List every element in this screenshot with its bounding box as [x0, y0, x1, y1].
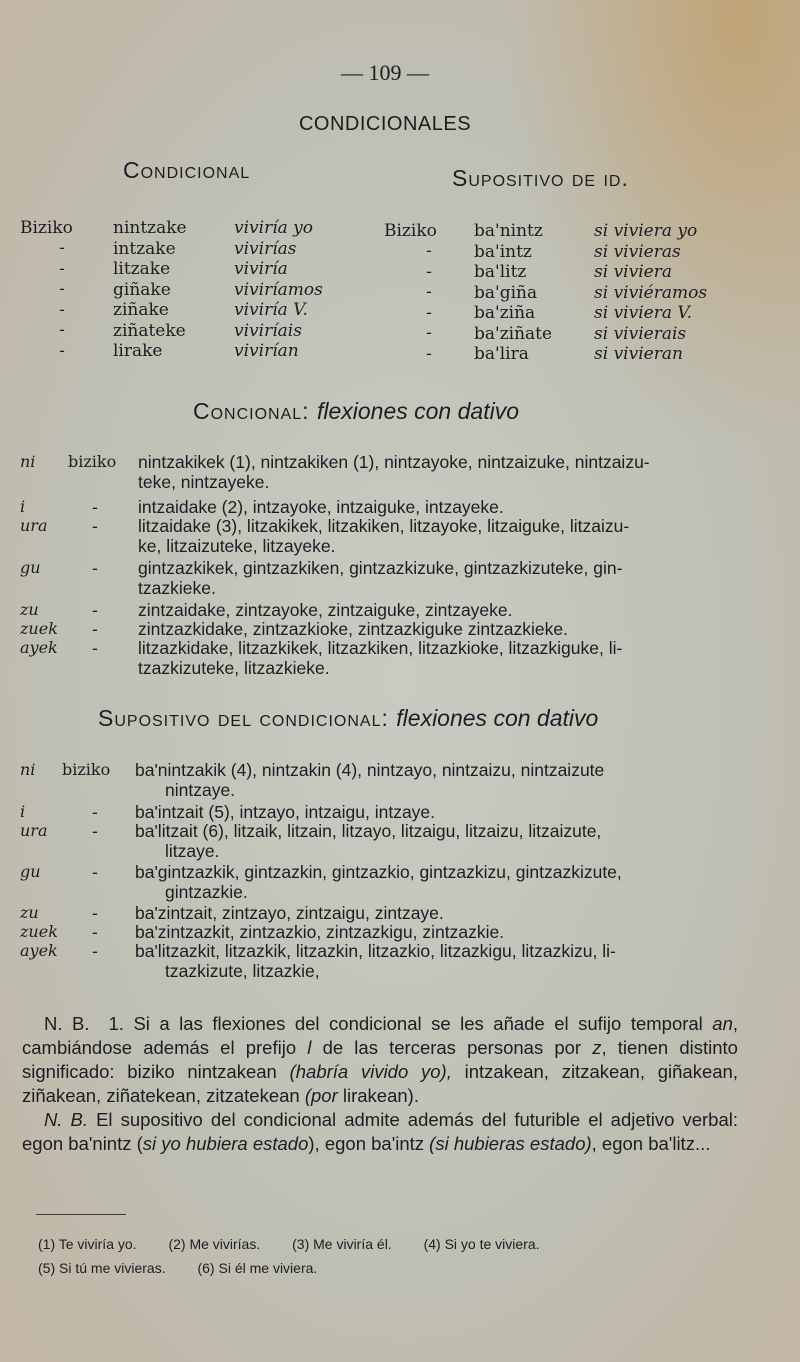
meaning: si viviera yo — [594, 221, 698, 241]
verb-form: ba'ziña — [474, 303, 536, 323]
dash: - — [92, 638, 98, 658]
dash: - — [426, 302, 432, 323]
meaning: viviría V. — [234, 300, 308, 320]
footnote-line — [38, 1256, 568, 1280]
footnote-divider — [36, 1214, 126, 1215]
verb-form: intzake — [113, 238, 176, 259]
note-italic: (si hubieras estado) — [429, 1133, 592, 1154]
meaning: viviríamos — [234, 279, 323, 300]
forms — [135, 821, 755, 861]
conditional-right-table — [0, 221, 800, 371]
note-italic: si yo hubiera estado — [142, 1133, 309, 1154]
forms — [135, 760, 755, 800]
forms — [138, 516, 746, 556]
dash: - — [92, 903, 98, 923]
pronoun: ura — [20, 516, 48, 535]
nb-label: N. B. — [44, 1013, 90, 1034]
heading-italic: flexiones con dativo — [316, 398, 519, 424]
forms-line: zintzaidake, zintzayoke, zintzaiguke, zintzayeke. — [138, 600, 513, 620]
forms-line: ba'litzazkit, litzazkik, litzazkin, litzazkio, litzazkigu, litzazkizu, li- — [135, 941, 616, 961]
footnotes — [38, 1232, 568, 1280]
meaning: si viviéramos — [594, 282, 708, 303]
meaning: si viviera — [594, 262, 672, 282]
forms-line: intzaidake (2), intzayoke, intzaiguke, intzayeke. — [138, 497, 504, 517]
dash: - — [92, 922, 98, 942]
forms-line: tzazkizute, litzazkie, — [165, 961, 320, 981]
note-text: , tienen distinto significado: biziko nintzakean — [22, 1037, 738, 1082]
note-text: , egon ba'litz... — [591, 1133, 711, 1154]
meaning: si vivierais — [594, 323, 687, 344]
pronoun: zuek — [20, 619, 58, 638]
forms-line: teke, nintzayeke. — [138, 472, 270, 492]
heading-italic: flexiones con dativo — [396, 705, 599, 731]
verb: biziko — [62, 760, 111, 779]
forms — [135, 922, 755, 942]
section-heading-supositivo — [98, 705, 598, 732]
forms-line: ba'litzait (6), litzaik, litzain, litzayo, litzaigu, litzaizu, litzaizute, — [135, 821, 602, 841]
forms-line: nintzakikek (1), nintzakiken (1), nintzayoke, nintzaizuke, nintzaizu- — [138, 452, 650, 472]
forms-line: ba'intzait (5), intzayo, intzaigu, intzaye. — [135, 802, 436, 822]
heading-condicional: Condicional — [123, 157, 251, 183]
dash: - — [59, 320, 65, 340]
forms-line: ba'nintzakik (4), nintzakin (4), nintzayo, nintzaizu, nintzaizute — [135, 760, 605, 780]
heading-supositivo: Supositivo de id. — [452, 165, 629, 191]
dash: - — [59, 279, 65, 299]
pronoun: zuek — [20, 922, 58, 941]
forms — [138, 558, 746, 598]
dash: - — [426, 343, 432, 364]
pronoun: i — [20, 497, 26, 516]
dash: - — [426, 261, 432, 282]
forms — [135, 802, 755, 822]
pronoun: ayek — [20, 941, 58, 960]
nb-number: 1. — [108, 1013, 124, 1034]
verb-form: litzake — [113, 259, 171, 279]
forms — [138, 619, 746, 639]
pronoun: ayek — [20, 638, 58, 657]
form-column — [474, 221, 552, 365]
forms — [138, 452, 746, 492]
dash: - — [59, 299, 65, 320]
dash: - — [92, 821, 98, 841]
pronoun: ni — [20, 760, 36, 779]
dash: - — [92, 497, 98, 517]
pronoun: ni — [20, 452, 36, 471]
note-italic: (habría vivido yo), — [289, 1061, 452, 1082]
dash: - — [426, 241, 432, 261]
dash: - — [92, 941, 98, 961]
footnote-line — [38, 1232, 568, 1256]
verb-form: ba'ziñate — [474, 323, 553, 344]
note-text: intzakean, zitzakean, giñakean, ziñakean, ziñatekean, zitzatekean — [22, 1061, 738, 1106]
note-italic: l — [307, 1037, 312, 1058]
forms-line: ba'zintzait, zintzayo, zintzaigu, zintzaye. — [135, 903, 444, 923]
section2-rows — [0, 760, 800, 990]
pronoun: zu — [20, 903, 39, 922]
dash: - — [92, 558, 98, 578]
forms-line: tzazkizuteke, litzazkieke. — [138, 658, 330, 678]
verb-form: ba'lira — [474, 344, 529, 364]
dash: - — [92, 862, 98, 882]
footnote: (5) Si tú me vivieras. — [38, 1260, 166, 1276]
section1-rows — [0, 452, 800, 682]
meaning: vivirían — [234, 341, 299, 361]
aux-cell: Biziko — [20, 218, 73, 238]
forms-line: zintzazkidake, zintzazkioke, zintzazkiguke zintzazkieke. — [138, 619, 568, 639]
pronoun: ura — [20, 821, 48, 840]
verb-form: lirake — [113, 341, 163, 361]
verb-form: ziñateke — [113, 320, 186, 341]
forms — [138, 600, 746, 620]
meaning: si vivieran — [594, 344, 683, 364]
forms-line: ba'gintzazkik, gintzazkin, gintzazkio, gintzazkizu, gintzazkizute, — [135, 862, 622, 882]
meaning: si viviera V. — [594, 303, 693, 323]
verb-form: ba'nintz — [474, 221, 543, 241]
meaning: si vivieras — [594, 241, 681, 262]
forms — [135, 862, 755, 902]
dash-column — [424, 241, 434, 364]
dash: - — [59, 258, 65, 279]
dash: - — [426, 323, 432, 343]
note-italic: an — [712, 1013, 733, 1034]
meaning: viviría — [234, 259, 288, 279]
forms-line: gintzazkikek, gintzazkiken, gintzazkizuke, gintzazkizuteke, gin- — [138, 558, 623, 578]
aux-cell: Biziko — [384, 221, 437, 241]
forms-line: ba'zintzazkit, zintzazkio, zintzazkigu, zintzazkie. — [135, 922, 505, 942]
verb-form: ba'giña — [474, 282, 538, 303]
forms — [138, 638, 746, 678]
verb-form: ba'intz — [474, 241, 532, 262]
pronoun: gu — [20, 558, 41, 577]
forms-line: litzazkidake, litzazkikek, litzazkiken, litzazkioke, litzazkiguke, li- — [138, 638, 623, 658]
pronoun: i — [20, 802, 26, 821]
dash: - — [59, 340, 65, 361]
dash: - — [426, 282, 432, 302]
verb: biziko — [68, 452, 117, 471]
meaning-column — [594, 221, 707, 365]
dash: - — [92, 619, 98, 639]
meaning: viviríais — [234, 320, 302, 341]
verb-form: ba'litz — [474, 262, 527, 282]
note-text: ), egon ba'intz — [308, 1133, 430, 1154]
footnote: (2) Me vivirías. — [168, 1236, 261, 1252]
note-text: , cambiándose además el prefijo — [22, 1013, 739, 1058]
forms-line: ke, litzaizuteke, litzayeke. — [138, 536, 336, 556]
note-nb2 — [22, 1108, 738, 1156]
footnote: (3) Me viviría él. — [292, 1236, 392, 1252]
pronoun: gu — [20, 862, 41, 881]
heading-caps: Concional: — [193, 398, 317, 424]
nb-label: N. B. — [44, 1109, 89, 1130]
forms — [138, 497, 746, 517]
note-italic: (por — [304, 1085, 338, 1106]
meaning: vivirías — [234, 238, 297, 259]
verb-form: giñake — [113, 279, 171, 300]
note-text: El supositivo del condicional admite además del futurible el adjetivo verbal: egon ba'nintz ( — [22, 1109, 738, 1154]
dash: - — [92, 802, 98, 822]
heading-caps: Supositivo del condicional: — [98, 705, 397, 731]
note-text: lirakean). — [337, 1085, 419, 1106]
verb-form: nintzake — [113, 218, 187, 238]
footnote: (1) Te viviría yo. — [38, 1236, 137, 1252]
note-text: Si a las flexiones del condicional se les añade el sufijo temporal — [123, 1013, 713, 1034]
pronoun: zu — [20, 600, 39, 619]
forms-line: litzaye. — [165, 841, 220, 861]
forms-line: gintzazkie. — [165, 882, 248, 902]
forms — [135, 903, 755, 923]
note-text: de las terceras personas por — [311, 1037, 593, 1058]
forms-line: tzazkieke. — [138, 578, 216, 598]
page-number: — 109 — — [341, 60, 429, 85]
forms-line: nintzaye. — [165, 780, 236, 800]
footnote: (6) Si él me viviera. — [197, 1260, 318, 1276]
dash: - — [92, 516, 98, 536]
dash: - — [92, 600, 98, 620]
verb-form: ziñake — [113, 300, 169, 320]
section-heading-concional — [193, 398, 519, 425]
forms — [135, 941, 755, 981]
forms-line: litzaidake (3), litzakikek, litzakiken, litzayoke, litzaiguke, litzaizu- — [138, 516, 630, 536]
dash: - — [59, 238, 65, 258]
note-italic: z — [592, 1037, 602, 1058]
note-nb1 — [22, 1012, 738, 1108]
aux-column — [384, 221, 437, 242]
footnote: (4) Si yo te viviera. — [423, 1236, 540, 1252]
page-title: CONDICIONALES — [298, 113, 472, 135]
meaning: viviría yo — [234, 218, 314, 238]
